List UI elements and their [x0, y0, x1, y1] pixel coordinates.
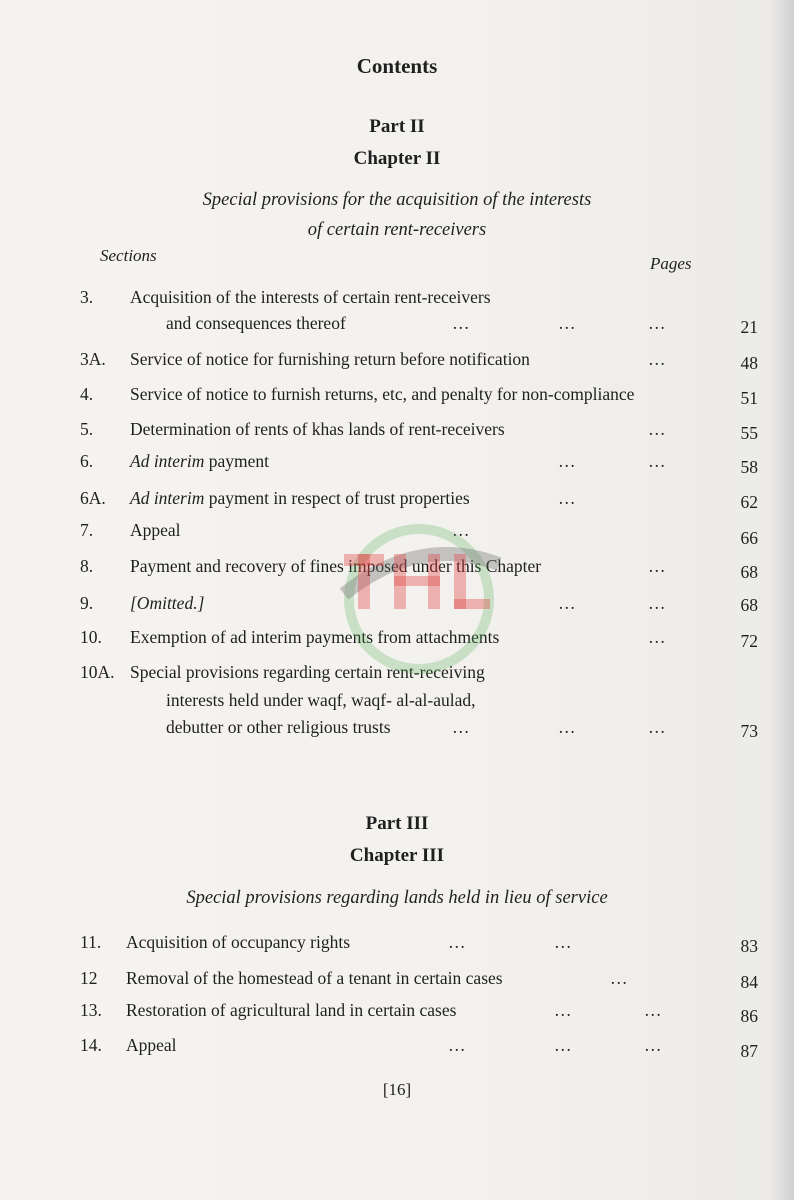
- toc-entry: [0, 451, 794, 477]
- leader-dots: …: [558, 313, 578, 333]
- toc-entry: [0, 384, 794, 410]
- page-number: 51: [740, 388, 758, 408]
- section-number: 7.: [80, 520, 94, 540]
- leader-dots: …: [648, 627, 668, 647]
- page-number: 62: [740, 492, 758, 512]
- leader-dots: …: [554, 1000, 574, 1020]
- toc-entry: [0, 419, 794, 445]
- section-number: 8.: [80, 556, 94, 576]
- section-number: 11.: [80, 932, 102, 952]
- section-title-line-2: interests held under waqf, waqf- al-al-aulad,: [166, 690, 476, 710]
- page-number: 55: [740, 423, 758, 443]
- leader-dots: …: [648, 451, 668, 471]
- section-title: Service of notice to furnish returns, etc, and penalty for non-compliance: [130, 384, 635, 404]
- leader-dots: …: [558, 488, 578, 508]
- chapter-2-heading: Chapter II: [353, 148, 441, 169]
- section-title: Special provisions regarding certain rent-receiving: [130, 662, 485, 682]
- section-title-line-3: debutter or other religious trusts: [166, 717, 391, 737]
- section-title: Determination of rents of khas lands of rent-receivers: [130, 419, 505, 439]
- leader-dots: …: [644, 1035, 664, 1055]
- leader-dots: …: [610, 968, 630, 988]
- leader-dots: …: [448, 932, 468, 952]
- section-title-italic: Ad interim: [130, 488, 205, 508]
- leader-dots: …: [452, 717, 472, 737]
- page-number: 72: [740, 631, 758, 651]
- chapter-2-subtitle-line-1: Special provisions for the acquisition of the interests: [202, 190, 592, 210]
- section-number: 3A.: [80, 349, 106, 369]
- section-title: Service of notice for furnishing return before notification: [130, 349, 530, 369]
- leader-dots: …: [644, 1000, 664, 1020]
- page-number: 68: [740, 595, 758, 615]
- page-number: 73: [740, 721, 758, 741]
- section-number: 10A.: [80, 662, 115, 682]
- section-title: [Omitted.]: [130, 593, 205, 613]
- toc-entry: [0, 1035, 794, 1061]
- leader-dots: …: [648, 593, 668, 613]
- pages-label: Pages: [650, 254, 692, 273]
- section-title: Restoration of agricultural land in certain cases: [126, 1000, 457, 1020]
- toc-entry-continued: [0, 690, 794, 716]
- section-number: 12: [80, 968, 98, 988]
- leader-dots: …: [558, 593, 578, 613]
- page-number: 66: [740, 528, 758, 548]
- chapter-3-heading: Chapter III: [349, 845, 445, 866]
- section-title: Payment and recovery of fines imposed under this Chapter: [130, 556, 542, 576]
- leader-dots: …: [648, 717, 668, 737]
- toc-entry: [0, 488, 794, 514]
- page-footer-number: [16]: [382, 1080, 412, 1099]
- toc-entry-continued: [0, 717, 794, 743]
- watermark-letter-h: [394, 576, 440, 586]
- page-number: 48: [740, 353, 758, 373]
- page-title: Contents: [356, 54, 438, 78]
- page-number: 83: [740, 936, 758, 956]
- page-number: 86: [740, 1006, 758, 1026]
- section-title: Acquisition of occupancy rights: [126, 932, 351, 952]
- section-title: [130, 451, 269, 472]
- toc-entry: [0, 932, 794, 958]
- toc-entry: [0, 349, 794, 375]
- toc-entry: [0, 1000, 794, 1026]
- section-title-line-2: and consequences thereof: [166, 313, 346, 333]
- part-2-heading: Part II: [369, 116, 425, 137]
- leader-dots: …: [648, 419, 668, 439]
- section-title: Appeal: [126, 1035, 177, 1055]
- toc-entry: [0, 968, 794, 994]
- section-number: 13.: [80, 1000, 102, 1020]
- toc-entry: [0, 287, 794, 313]
- section-title: Exemption of ad interim payments from attachments: [130, 627, 500, 647]
- leader-dots: …: [648, 349, 668, 369]
- section-title: Acquisition of the interests of certain rent-receivers: [130, 287, 491, 307]
- chapter-3-subtitle: Special provisions regarding lands held in lieu of service: [186, 888, 608, 908]
- leader-dots: …: [648, 556, 668, 576]
- section-number: 10.: [80, 627, 102, 647]
- section-title-italic: Ad interim: [130, 451, 205, 471]
- leader-dots: …: [452, 520, 472, 540]
- sections-label: Sections: [100, 246, 157, 265]
- section-number: 6A.: [80, 488, 106, 508]
- section-number: 14.: [80, 1035, 102, 1055]
- leader-dots: …: [648, 313, 668, 333]
- page-number: 68: [740, 562, 758, 582]
- section-title: Appeal: [130, 520, 181, 540]
- watermark-letter-l: [454, 599, 490, 609]
- section-title: [130, 488, 470, 509]
- toc-entry-continued: [0, 313, 794, 339]
- section-number: 6.: [80, 451, 94, 471]
- leader-dots: …: [558, 451, 578, 471]
- section-number: 9.: [80, 593, 94, 613]
- section-title: Removal of the homestead of a tenant in certain cases: [126, 968, 503, 988]
- chapter-2-subtitle-line-2: of certain rent-receivers: [307, 220, 487, 240]
- section-number: 4.: [80, 384, 94, 404]
- page-number: 21: [740, 317, 758, 337]
- section-title-rest: payment in respect of trust properties: [204, 488, 470, 508]
- section-number: 5.: [80, 419, 94, 439]
- leader-dots: …: [554, 932, 574, 952]
- leader-dots: …: [448, 1035, 468, 1055]
- leader-dots: …: [554, 1035, 574, 1055]
- leader-dots: …: [452, 313, 472, 333]
- page-number: 58: [740, 457, 758, 477]
- section-number: 3.: [80, 287, 94, 307]
- page-number: 87: [740, 1041, 758, 1061]
- page-number: 84: [740, 972, 758, 992]
- watermark-logo: [324, 524, 514, 674]
- leader-dots: …: [558, 717, 578, 737]
- watermark-letter-t: [358, 554, 370, 609]
- part-3-heading: Part III: [365, 813, 429, 834]
- section-title-rest: payment: [204, 451, 270, 471]
